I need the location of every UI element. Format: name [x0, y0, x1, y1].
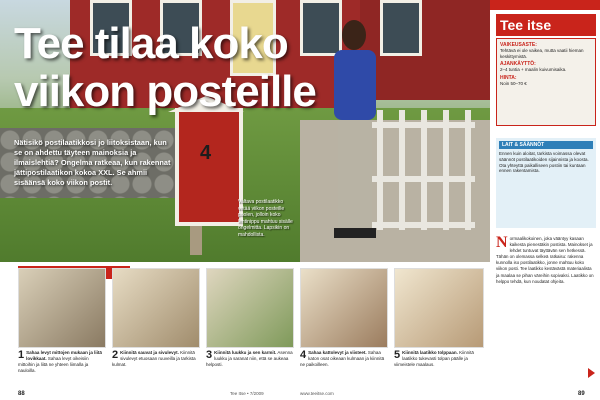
sidebar-top-bar [490, 0, 600, 10]
step-2-title: Kiinnitä sauvat ja sivulevyt. [120, 350, 179, 355]
project-info-box [496, 38, 596, 126]
step-3-number: 3 [206, 349, 213, 361]
step-5-text: Kiinnitä laatikko tukevasti tolpan päälle ja viimeistele maalaus. [394, 350, 474, 367]
drop-cap: N [496, 234, 508, 251]
rules-box [496, 138, 596, 228]
photo-caption: Valtava postilaatikko vetää viikon posteille puolen, jolloin koko lehtinippu mahtuu sisälle ongelmitta. Lapsikin on mahdollista. [238, 199, 293, 238]
article-body-text: ormaalikokoinen, joka vääntyy kasaan kaikesta pienestäkin postista. Mainokset ja lehdet tuntuvat täyttävän sen hetkessä. Tähän on olemassa selkeä ratkaisu: rakenna kunnolla iso postilaatikko, jonne mahtuu koko viikon posti. Tee laatikko kestävästä materiaalista ja maalaa se pihan väreihin sopivaksi. Laatikko on helppo tehdä, kun noudatat ohjeita. [496, 236, 594, 284]
headline-line-2: viikon posteille [14, 67, 316, 116]
price-label: HINTA: [500, 74, 517, 81]
step-2-caption [112, 350, 200, 368]
woman-shoes [334, 228, 376, 238]
step-4-text: Sahaa katon osat oikeaan kulmaan ja kiinnitä ne paikoilleen. [300, 350, 385, 367]
mailbox-number: 4 [200, 142, 212, 164]
left-footer-text: Tee Itse • 7/2009 [230, 391, 264, 396]
time-label: AJANKÄYTTÖ: [500, 61, 536, 68]
step-4-caption [300, 350, 388, 368]
rules-heading: LAIT & SÄÄNNÖT [499, 141, 593, 149]
step-4-title: Sahaa kattolevyt ja viisteet. [308, 350, 367, 355]
step-1-text: Sahaa levyt oikeisiin mittoihin ja liitä ne yhteen liimalla ja nauloilla. [18, 356, 89, 373]
red-mailbox [175, 108, 243, 226]
woman-figure [330, 20, 380, 245]
woman-legs [338, 120, 372, 230]
rules-text: Ennen kuin aloitat, tarkista voimassa olevat säännöt postilaatikoiden sijainnista ja koosta. Ota yhteyttä paikalliseen postiin tai kuntaan ennen rakentamista. [499, 151, 589, 174]
house-window [380, 0, 422, 56]
step-2-text: Kiinnitä sivulevyt etuosaan ruuveilla ja tarkista kulmat. [112, 350, 196, 367]
time-value: 2–4 tuntia + maalin kuivumisaika. [500, 67, 567, 73]
step-4-photo [300, 268, 388, 348]
price-value: Noin 50–70 € [500, 80, 527, 86]
step-5-number: 5 [394, 349, 401, 361]
step-1-photo [18, 268, 106, 348]
step-1-title: Sahaa levyt mittojen mukaan ja liitä lovikkaat. [26, 350, 102, 361]
difficulty-value: Tehtävä ei ole vaikea, mutta vaatii hieman keskittymistä. [500, 48, 584, 59]
step-3-title: Kiinnitä luukku ja sen karmit. [214, 350, 277, 355]
section-tag: Tee itse [496, 14, 596, 36]
step-1-number: 1 [18, 349, 25, 361]
woman-head [342, 20, 366, 50]
left-page-number: 88 [18, 391, 25, 397]
step-5-title: Kiinnitä laatikko tolppaan. [402, 350, 458, 355]
step-5-caption [394, 350, 482, 368]
headline-line-1: Tee tilaa koko [14, 19, 288, 68]
step-5-photo [394, 268, 484, 348]
article-body [496, 236, 596, 285]
step-3-text: Asenna luukku ja saranat niin, että se aukeaa helposti. [206, 350, 293, 367]
sidebar [490, 0, 600, 400]
step-1-caption [18, 350, 106, 374]
step-4-number: 4 [300, 349, 307, 361]
step-3-photo [206, 268, 294, 348]
step-2-number: 2 [112, 349, 119, 361]
continue-arrow-icon [588, 368, 595, 378]
step-2-photo [112, 268, 200, 348]
lede-paragraph: Nätisikö postilaatikkosi jo liitoksistaan, kun se on ahdettu täyteen mainoksia ja ilmaislehtiä? Ongelma ratkeaa, kun rakennat jättipostilaatikon kokoa XXL. Se ahmii sisäänsä koko viikon postit. [14, 138, 171, 187]
step-3-caption [206, 350, 294, 368]
right-page-number: 89 [578, 391, 585, 397]
page-headline [14, 20, 316, 116]
right-footer-text: www.teeitse.com [300, 391, 334, 396]
difficulty-label: VAIKEUSASTE: [500, 42, 537, 48]
woman-top [334, 50, 376, 120]
